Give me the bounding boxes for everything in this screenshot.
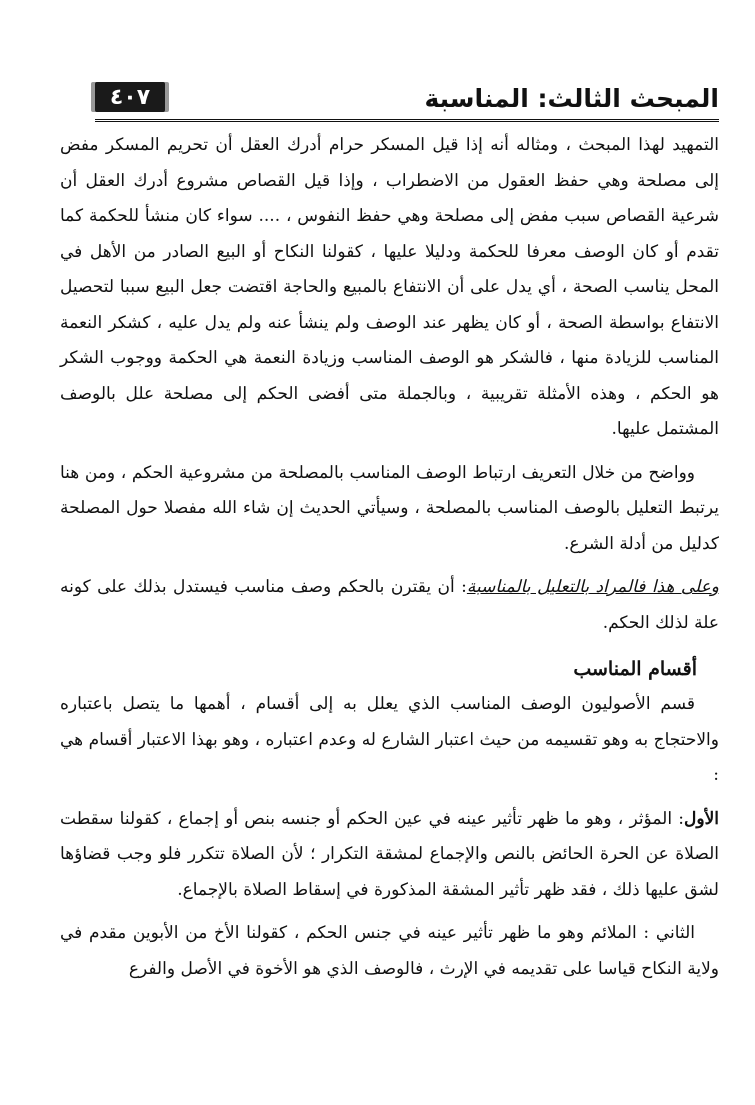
paragraph-2: وواضح من خلال التعريف ارتباط الوصف المناسب بالمصلحة من مشروعية الحكم ، ومن هنا يرتبط التعليل بالوصف المناسب بالمصلحة ، وسيأتي الحديث إن شاء الله مفصلا حول المصلحة كدليل من أدلة الشرع.: [60, 462, 719, 554]
header-divider: [95, 119, 719, 122]
first-type-text: : المؤثر ، وهو ما ظهر تأثير عينه في عين الحكم أو جنسه بنص أو إجماع ، كقولنا سقطت الصلاة عن الحرة الحائض بالنص والإجماع لمشقة التكرار ؛ لأن الصلاة تتكرر فلو وجب قضاؤها لشق عليها ذلك ، فقد ظهر تأثير المشقة المذكورة في إسقاط الصلاة بالإجماع.: [60, 808, 719, 900]
first-type-label: الأول: [684, 808, 719, 829]
paragraph-1: التمهيد لهذا المبحث ، ومثاله أنه إذا قيل المسكر حرام أدرك العقل أن تحريم المسكر مفض إلى مصلحة وهي حفظ العقول من الاضطراب ، وإذا قيل القصاص مشروع أدرك العقل أن شرعية القصاص سبب مفض إلى مصلحة وهي حفظ النفوس ، .... سواء كان منشأ للحكمة كما تقدم أو كان الوصف معرفا للحكمة ودليلا عليها ، كقولنا النكاح أو البيع الصادر من الأهل في المحل يناسب الصحة ، أي يدل على أن الانتفاع بالمبيع والحاجة اقتضت جعل البيع سببا لتحصيل الانتفاع بواسطة الصحة ، أو كان يظهر عند الوصف ولم ينشأ عنه ولم يدل عليه ، كشكر النعمة المناسب للزيادة منها ، فالشكر هو الوصف المناسب وزيادة النعمة هي الحكمة ووجوب الشكر هو الحكم ، وهذه الأمثلة تقريبية ، وبالجملة متى أفضى الحكم إلى مصلحة علل بالوصف المشتمل عليها.: [60, 135, 719, 439]
definition-text: : أن يقترن بالحكم وصف مناسب فيستدل بذلك على كونه علة لذلك الحكم.: [60, 577, 719, 633]
page-body: [60, 128, 719, 987]
section-heading: أقسام المناسب: [573, 658, 697, 680]
page-header: [95, 80, 719, 122]
paragraph-4: قسم الأصوليون الوصف المناسب الذي يعلل به إلى أقسام ، أهمها ما يتصل باعتباره والاحتجاج به وهو تقسيمه من حيث اعتبار الشارع له وعدم اعتباره ، وهو بهذا الاعتبار أقسام هي :: [60, 694, 719, 785]
paragraph-6: الثاني : الملائم وهو ما ظهر تأثير عينه في جنس الحكم ، كقولنا الأخ من الأبوين مقدم في ولاية النكاح قياسا على تقديمه في الإرث ، فالوصف الذي هو الأخوة في الأصل والفرع: [60, 923, 719, 979]
paragraph-3: [60, 570, 719, 641]
chapter-title: المبحث الثالث: المناسبة: [424, 84, 719, 113]
definition-lead: وعلى هذا فالمراد بالتعليل بالمناسبة: [466, 577, 719, 597]
paragraph-5: [60, 802, 719, 909]
page-number: ٤٠٧: [95, 82, 165, 112]
